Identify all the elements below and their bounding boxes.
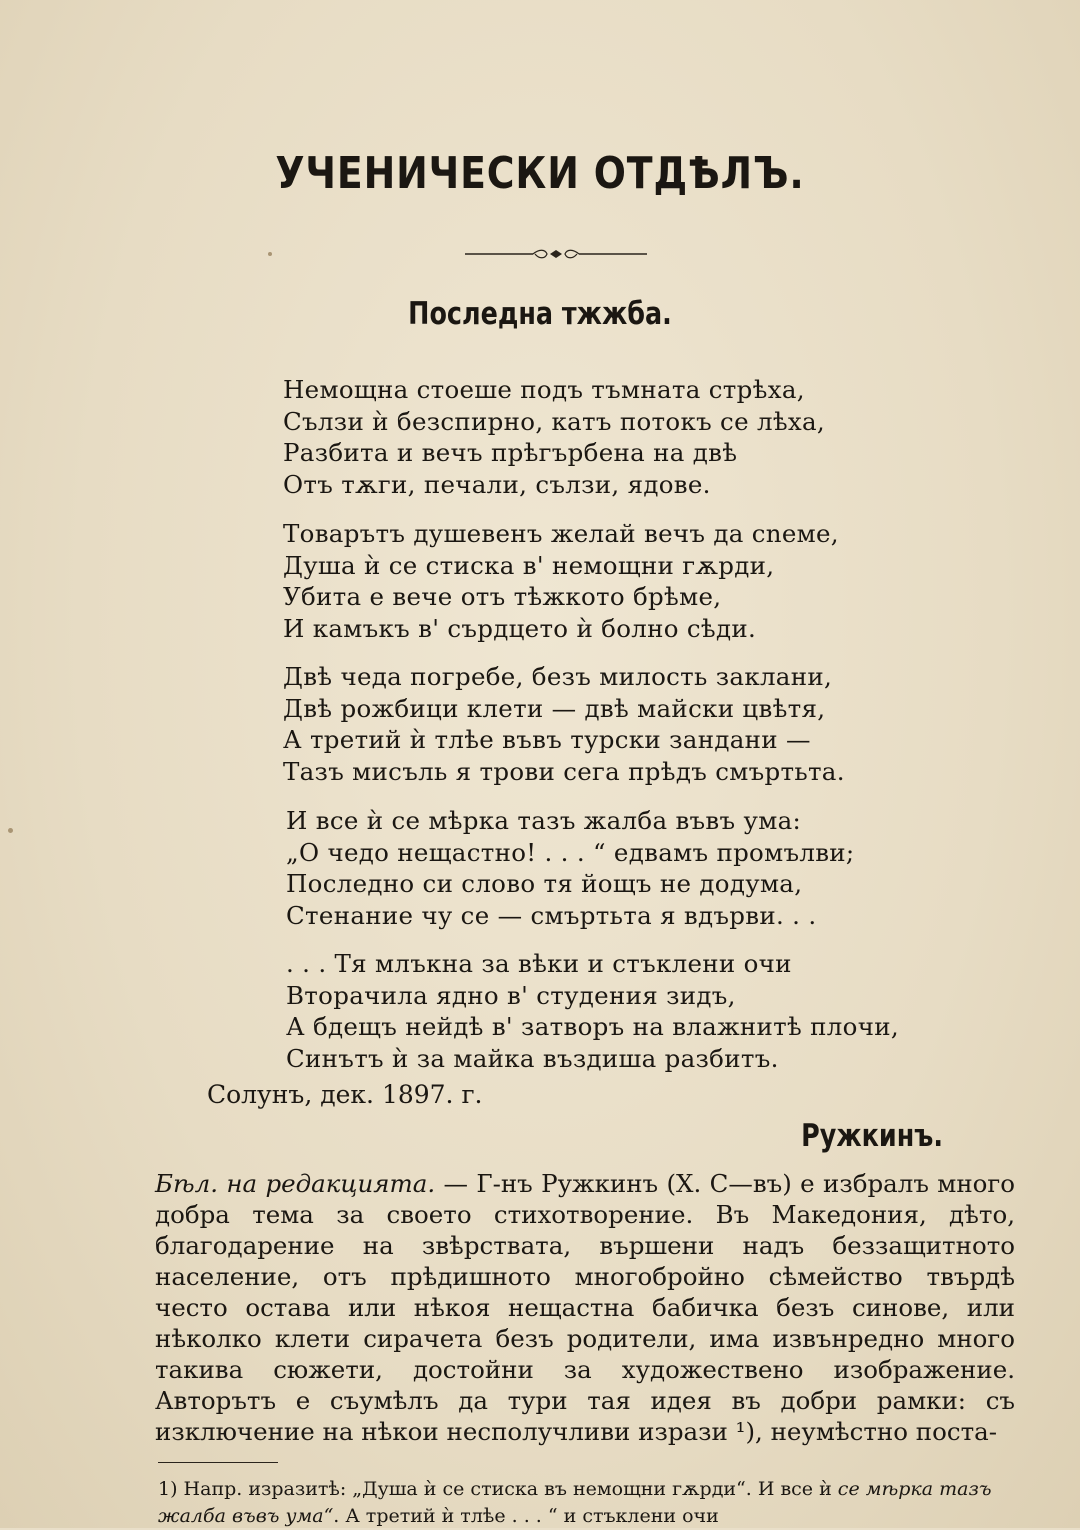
stanza-3: [283, 661, 963, 787]
editorial-note: [155, 1168, 1015, 1447]
paper-speck: [268, 252, 272, 256]
stanza-1: [283, 374, 963, 500]
poem-line: „О чедо нещастно! . . . “ едвамъ промълви;: [286, 837, 855, 867]
poem-line: И все ѝ се мѣрка тазъ жалба въвъ ума:: [286, 806, 802, 835]
footnote-italic: се мѣрка тазъ жалба въвъ ума“: [158, 1478, 992, 1527]
footnote-text: 1) Напр. изразитѣ: „Душа ѝ се стиска въ немощни гѫрди“. И все ѝ: [158, 1478, 838, 1500]
ornament-divider: [465, 246, 647, 262]
poem-line: Душа ѝ се стиска в' немощни гѫрди,: [283, 550, 775, 580]
poem-title: Последна тжжба.: [408, 296, 672, 332]
poem-line: Вторачила ядно в' студения зидъ,: [286, 980, 736, 1010]
poem-line: Разбита и вечъ прѣгърбена на двѣ: [283, 438, 738, 467]
poem-line: Двѣ рожбици клети — двѣ майски цвѣтя,: [283, 693, 826, 723]
stanza-2: [283, 518, 963, 644]
poem-line: Стенание чу се — смъртьта я вдърви. . .: [286, 900, 817, 930]
poem-line: А бдещъ нейдѣ в' затворъ на влажнитѣ плочи,: [286, 1012, 899, 1041]
poem-line: Отъ тѫги, печали, сълзи, ядове.: [283, 469, 711, 499]
footnote: [158, 1476, 1018, 1530]
stanza-5: [286, 948, 966, 1074]
place-date: Солунъ, дек. 1897. г.: [207, 1080, 483, 1109]
poem-line: И камъкъ в' сърдцето ѝ болно сѣди.: [283, 613, 757, 643]
poem-line: Последно си слово тя йощъ не додума,: [286, 869, 803, 898]
section-title: УЧЕНИЧЕСКИ ОТДѢЛЪ.: [275, 148, 805, 199]
poem-line: Сълзи ѝ безспирно, катъ потокъ се лѣха,: [283, 406, 826, 436]
stanza-4: [286, 805, 966, 931]
poem-line: Двѣ чеда погребе, безъ милость заклани,: [283, 662, 833, 691]
poem-line: Товарътъ душевенъ желай вечъ да сneме,: [283, 519, 839, 548]
editorial-note-text: — Г-нъ Ружкинъ (Х. С—въ) е избралъ много добра тема за своето стихотворение. Въ Македония, дѣто, благодарение на звѣрствата, вършени надъ беззащитното население, отъ прѣдишното многобройно сѣмейство твърдѣ често остава или нѣкоя нещастна бабичка безъ синове, или нѣколко клети сирачета безъ родители, има извънредно много такива сюжети, достойни за художествено изображение. Авторътъ е съумѣлъ да тури тая идея въ добри рамки: съ изключение на нѣкои несполучливи изрази ¹), неумѣстно поста-: [155, 1169, 1015, 1446]
footnote-divider: [158, 1462, 278, 1463]
poem-line: Немощна стоеше подъ тъмната стрѣха,: [283, 375, 805, 404]
footnote-text-end: . А третий ѝ тлѣе . . . “ и стъклени очи: [333, 1505, 719, 1527]
poem-line: Синътъ ѝ за майка въздиша разбитъ.: [286, 1043, 779, 1073]
poem-line: . . . Тя млъкна за вѣки и стъклени очи: [286, 949, 792, 978]
paper-speck: [8, 828, 13, 833]
author-signature: Ружкинъ.: [801, 1118, 943, 1154]
poem-line: Тазъ мисъль я трови сега прѣдъ смъртьта.: [283, 756, 845, 786]
editorial-note-label: Бѣл. на редакцията.: [155, 1169, 436, 1198]
poem-line: Убита е вече отъ тѣжкото брѣме,: [283, 582, 722, 611]
poem-line: А третий ѝ тлѣе въвъ турски зандани —: [283, 725, 811, 754]
